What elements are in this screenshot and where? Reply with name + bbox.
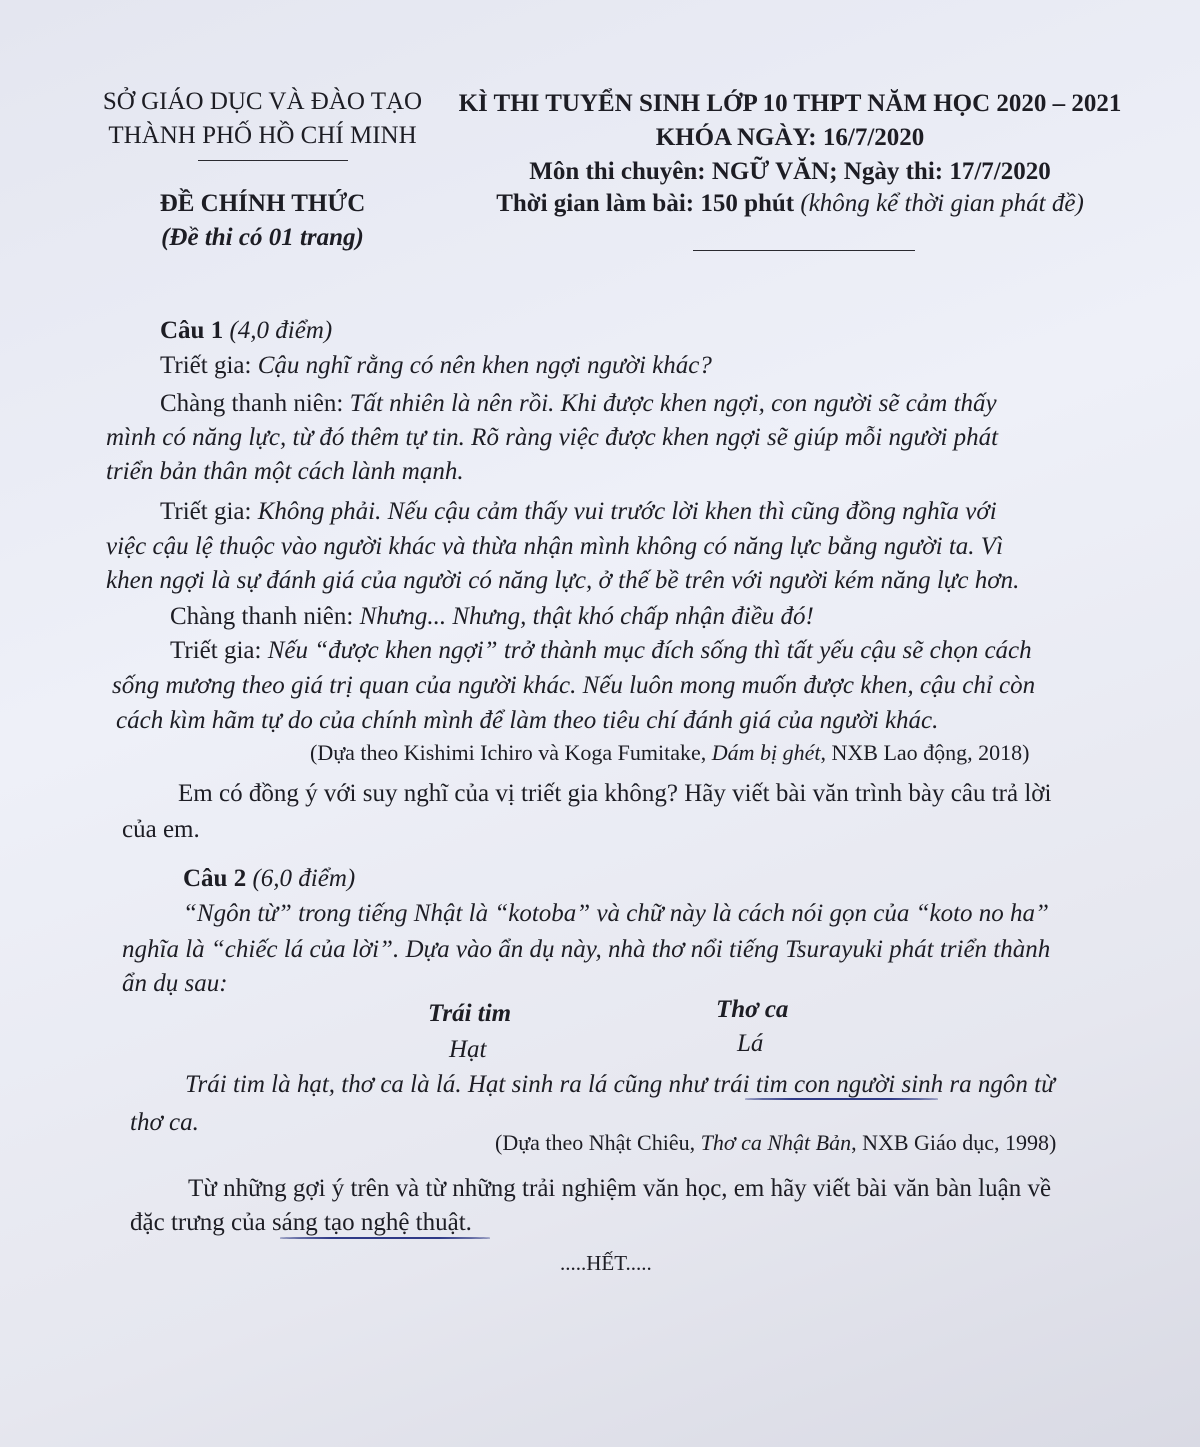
speaker-philosopher: Triết gia: — [160, 498, 252, 525]
q2-line-3: ẩn dụ sau: — [122, 970, 228, 997]
q1-line-7: khen ngợi là sự đánh giá của người có năng lực, ở thế bề trên với người kém năng lực hơn. — [106, 567, 1020, 594]
source-text: , NXB Lao động, 2018) — [820, 740, 1030, 765]
q1-line-1 — [160, 349, 712, 383]
q1-line-5 — [160, 495, 997, 529]
source-text: (Dựa theo Nhật Chiêu, — [495, 1130, 701, 1155]
diagram-heart-title: Trái tim — [428, 1000, 512, 1027]
q2-line-1: “Ngôn từ” trong tiếng Nhật là “kotoba” và chữ này là cách nói gọn của “koto no ha” — [183, 900, 1049, 927]
q2-task-line-2: đặc trưng của sáng tạo nghệ thuật. — [130, 1209, 472, 1236]
q1-points: (4,0 điểm) — [229, 317, 333, 344]
q1-line-11: cách kìm hãm tự do của chính mình để làm theo tiêu chí đánh giá của người khác. — [116, 707, 939, 734]
q2-line-2: nghĩa là “chiếc lá của lời”. Dựa vào ẩn dụ này, nhà thơ nổi tiếng Tsurayuki phát triển thành — [122, 936, 1051, 963]
q1-line-3: mình có năng lực, từ đó thêm tự tin. Rõ ràng việc được khen ngợi sẽ giúp mỗi người phát — [106, 424, 999, 451]
source-title: Dám bị ghét — [711, 740, 821, 765]
exam-duration-note: (không kể thời gian phát đề) — [800, 190, 1084, 217]
q1-line-8 — [170, 600, 814, 634]
exam-duration-main: Thời gian làm bài: 150 phút — [496, 190, 795, 217]
diagram-poetry-title: Thơ ca — [716, 996, 789, 1023]
q1-line-10: sống mương theo giá trị quan của người khác. Nếu luôn mong muốn được khen, cậu chỉ còn — [112, 672, 1036, 699]
speaker-philosopher: Triết gia: — [170, 637, 262, 664]
dialogue-text: Nhưng... Nhưng, thật khó chấp nhận điều đó! — [359, 603, 814, 630]
handwritten-underline — [280, 1237, 490, 1239]
q1-line-2 — [160, 387, 997, 421]
header-left-rule — [198, 160, 348, 161]
q1-source — [310, 738, 1029, 768]
source-text: (Dựa theo Kishimi Ichiro và Koga Fumitake, — [310, 740, 712, 765]
q2-task-line-1: Từ những gợi ý trên và từ những trải nghiệm văn học, em hãy viết bài văn bàn luận về — [188, 1175, 1052, 1202]
header-right-rule — [693, 250, 915, 251]
q2-points: (6,0 điểm) — [252, 865, 356, 892]
q1-line-6: việc cậu lệ thuộc vào người khác và thừa nhận mình không có năng lực bằng người ta. Vì — [106, 533, 1004, 560]
q2-label: Câu 2 — [183, 865, 247, 892]
speaker-young-man: Chàng thanh niên: — [160, 390, 344, 417]
pages-note: (Đề thi có 01 trang) — [161, 224, 364, 251]
exam-subject: Môn thi chuyên: NGỮ VĂN; Ngày thi: 17/7/2020 — [529, 158, 1051, 185]
q2-heading — [183, 862, 355, 896]
dialogue-text: Không phải. Nếu cậu cảm thấy vui trước lời khen thì cũng đồng nghĩa với — [257, 498, 997, 525]
source-text: , NXB Giáo dục, 1998) — [851, 1130, 1057, 1155]
speaker-young-man: Chàng thanh niên: — [170, 603, 354, 630]
q2-source — [495, 1128, 1056, 1158]
city-name: THÀNH PHỐ HỒ CHÍ MINH — [108, 122, 417, 149]
q1-label: Câu 1 — [160, 317, 224, 344]
dialogue-text: Nếu “được khen ngợi” trở thành mục đích sống thì tất yếu cậu sẽ chọn cách — [267, 637, 1032, 664]
q1-task-line-1: Em có đồng ý với suy nghĩ của vị triết gia không? Hãy viết bài văn trình bày câu trả lời — [178, 780, 1052, 807]
exam-duration — [440, 190, 1140, 218]
dialogue-text: Cậu nghĩ rằng có nên khen ngợi người khác? — [257, 352, 712, 379]
q1-line-4: triển bản thân một cách lành mạnh. — [106, 458, 464, 485]
diagram-leaf-label: Lá — [737, 1030, 764, 1057]
q2-line-5: thơ ca. — [130, 1109, 199, 1136]
department-name: SỞ GIÁO DỤC VÀ ĐÀO TẠO — [102, 88, 423, 115]
source-title: Thơ ca Nhật Bản — [700, 1130, 852, 1155]
q2-line-4: Trái tim là hạt, thơ ca là lá. Hạt sinh ra lá cũng như trái tim con người sinh ra ngôn từ — [185, 1071, 1055, 1098]
diagram-seed-label: Hạt — [449, 1036, 487, 1063]
speaker-philosopher: Triết gia: — [160, 352, 252, 379]
handwritten-underline — [745, 1098, 938, 1100]
exam-session: KHÓA NGÀY: 16/7/2020 — [655, 124, 925, 151]
exam-title: KÌ THI TUYỂN SINH LỚP 10 THPT NĂM HỌC 2020 – 2021 — [458, 90, 1122, 117]
q1-heading — [160, 314, 332, 348]
q1-line-9 — [170, 634, 1032, 668]
dialogue-text: Tất nhiên là nên rồi. Khi được khen ngợi, con người sẽ cảm thấy — [349, 390, 997, 417]
q1-task-line-2: của em. — [122, 816, 200, 843]
end-marker: .....HẾT..... — [560, 1251, 652, 1275]
official-label: ĐỀ CHÍNH THỨC — [159, 190, 366, 217]
